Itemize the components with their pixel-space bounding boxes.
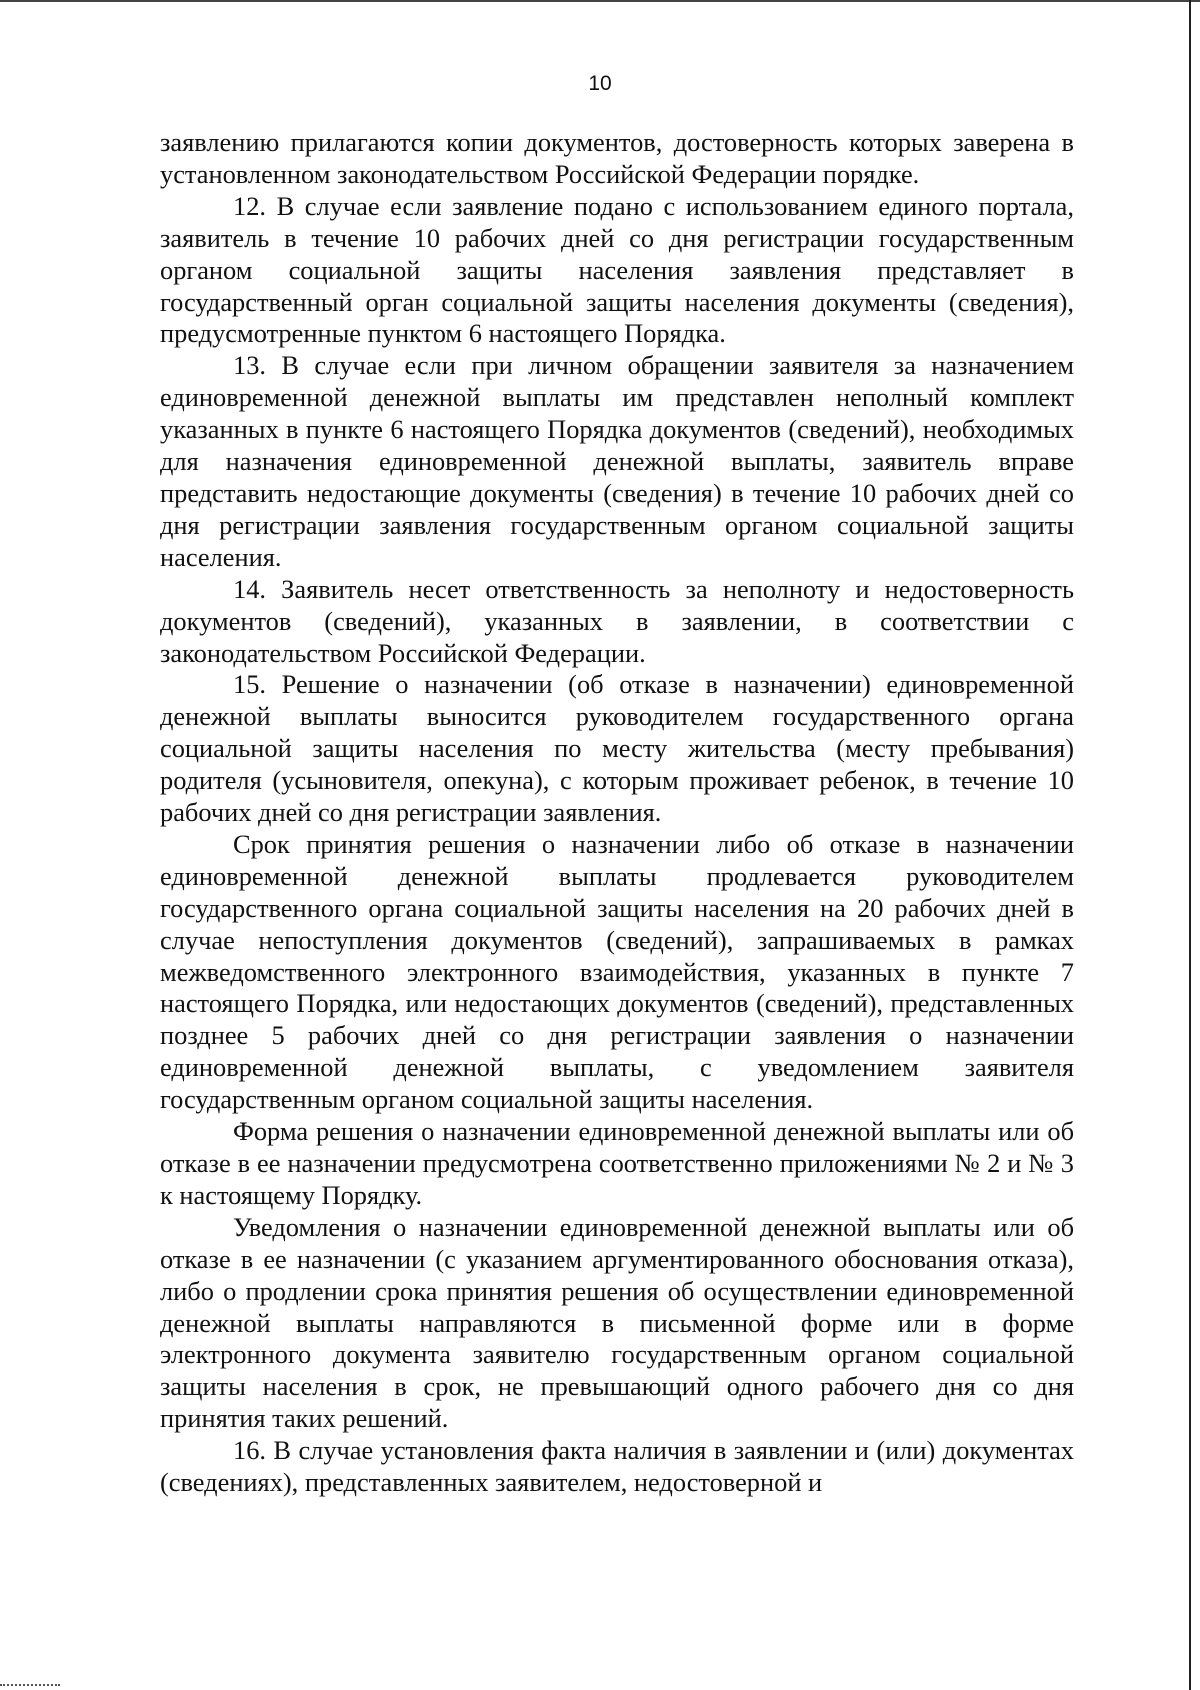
scan-edge-top xyxy=(0,0,1200,2)
paragraph-decision-term: Срок принятия решения о назначении либо об отказе в назначении единовременной денежной выплаты продлевается руководителем государственного органа социальной защиты населения на 20 рабочих дней в случае непоступления документов (сведений), запрашиваемых в рамках межведомственного электронного взаимодействия, указанных в пункте 7 настоящего Порядка, или недостающих документов (сведений), представленных позднее 5 рабочих дней со дня регистрации заявления о назначении единовременной денежной выплаты, с уведомлением заявителя государственным органом социальной защиты населения. xyxy=(160,828,1074,1115)
paragraph-continuation: заявлению прилагаются копии документов, достоверность которых заверена в установленном законодательством Российской Федерации порядке. xyxy=(160,127,1074,189)
paragraph-item-14: 14. Заявитель несет ответственность за неполноту и недостоверность документов (сведений), указанных в заявлении, в соответствии с законодательством Российской Федерации. xyxy=(160,573,1074,668)
paragraph-item-16: 16. В случае установления факта наличия в заявлении и (или) документах (сведениях), представленных заявителем, недостоверной и xyxy=(160,1435,1074,1498)
paragraph-item-15: 15. Решение о назначении (об отказе в назначении) единовременной денежной выплаты выносится руководителем государственного органа социальной защиты населения по месту жительства (месту пребывания) родителя (усыновителя, опекуна), с которым проживает ребенок, в течение 10 рабочих дней со дня регистрации заявления. xyxy=(160,669,1074,828)
paragraph-item-13: 13. В случае если при личном обращении заявителя за назначением единовременной денежной выплаты им представлен неполный комплект указанных в пункте 6 настоящего Порядка документов (сведений), необходимых для назначения единовременной денежной выплаты, заявитель вправе представить недостающие документы (сведения) в течение 10 рабочих дней со дня регистрации заявления государственным органом социальной защиты населения. xyxy=(160,350,1074,572)
page-number: 10 xyxy=(588,72,612,95)
scan-edge-right xyxy=(1189,0,1191,1690)
paragraph-item-12: 12. В случае если заявление подано с использованием единого портала, заявитель в течение 10 рабочих дней со дня регистрации государственным органом социальной защиты населения заявления представляет в государственный орган социальной защиты населения документы (сведения), предусмотренные пунктом 6 настоящего Порядка. xyxy=(160,190,1074,349)
scan-edge-bottom xyxy=(0,1684,60,1686)
document-body xyxy=(160,127,1074,1499)
paragraph-notifications: Уведомления о назначении единовременной денежной выплаты или об отказе в ее назначении (с указанием аргументированного обоснования отказа), либо о продлении срока принятия решения об осуществлении единовременной денежной выплаты направляются в письменной форме или в форме электронного документа заявителю государственным органом социальной защиты населения в срок, не превышающий одного рабочего дня со дня принятия таких решений. xyxy=(160,1211,1074,1434)
paragraph-decision-form: Форма решения о назначении единовременной денежной выплаты или об отказе в ее назначении предусмотрена соответственно приложениями № 2 и № 3 к настоящему Порядку. xyxy=(160,1116,1074,1210)
